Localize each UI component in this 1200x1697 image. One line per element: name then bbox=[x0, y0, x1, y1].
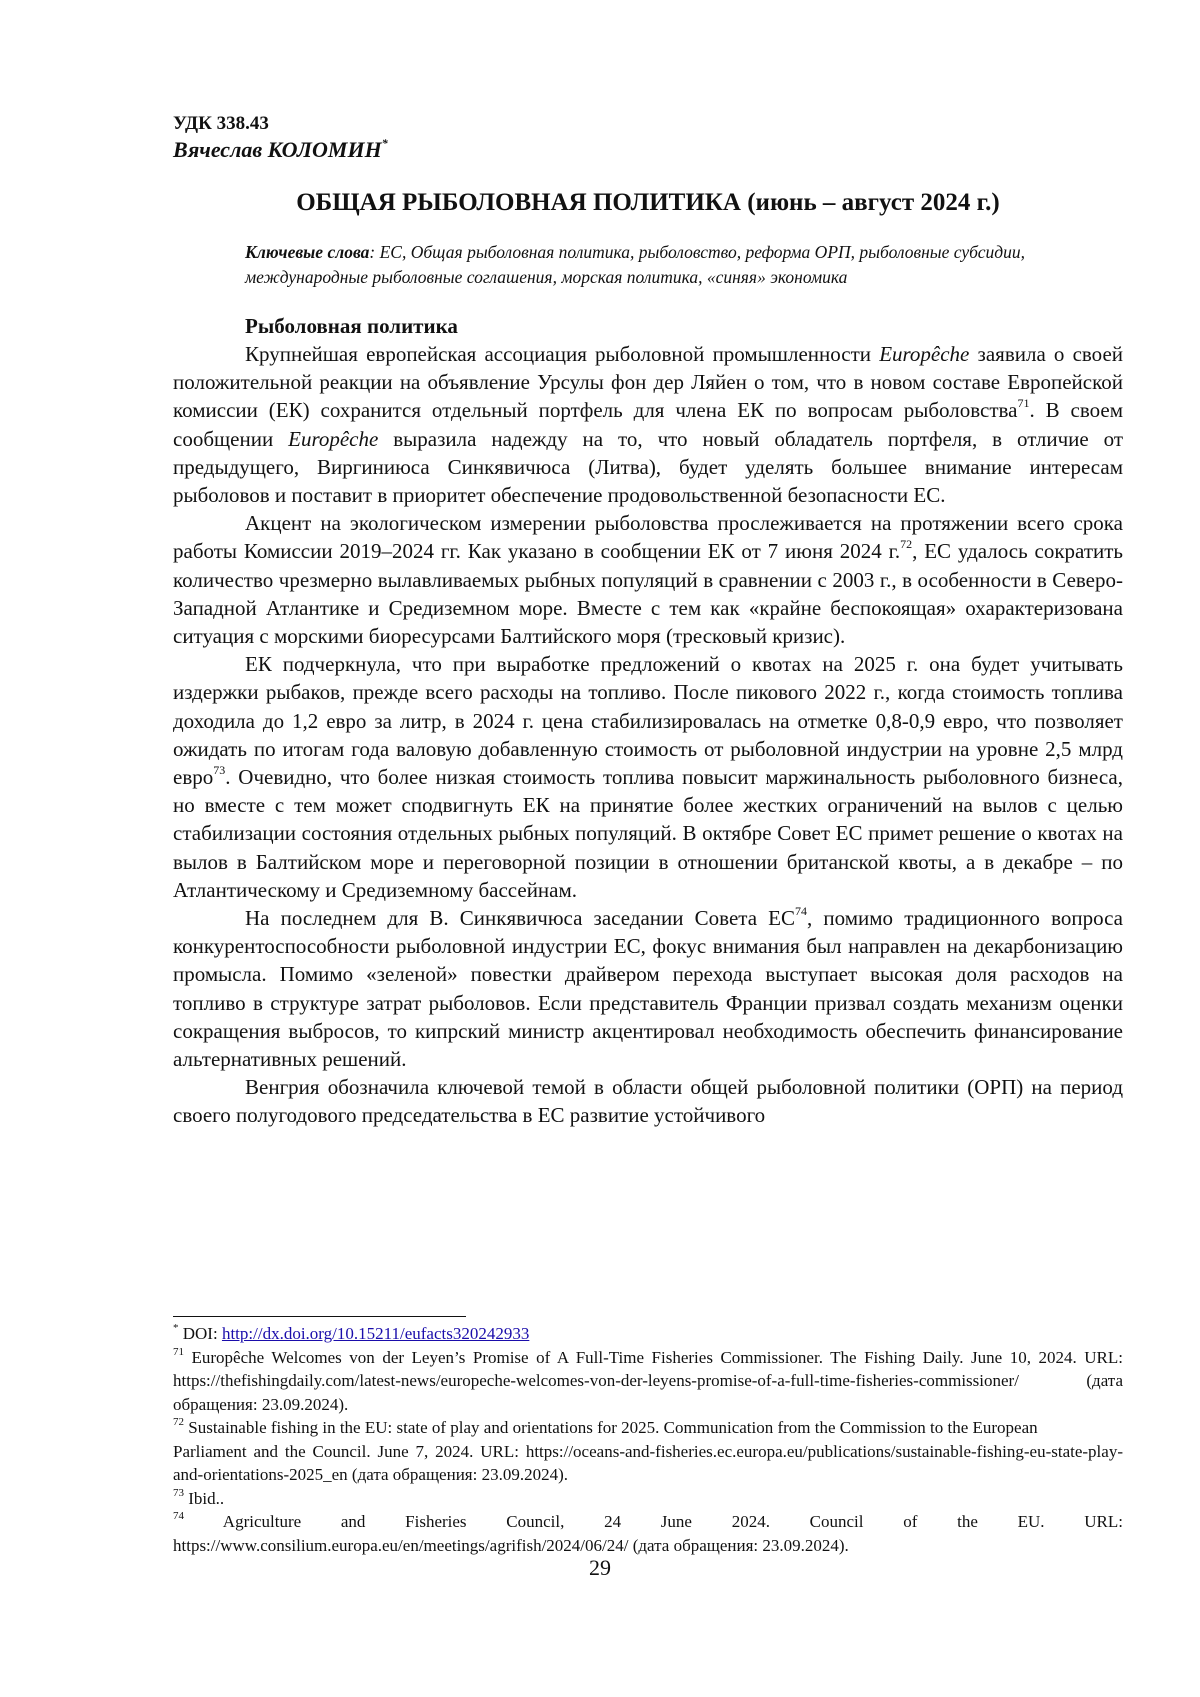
footnote-separator bbox=[173, 1316, 466, 1317]
footnote-74 bbox=[173, 1510, 1123, 1557]
author-name bbox=[173, 136, 1123, 164]
doi-link[interactable]: http://dx.doi.org/10.15211/eufacts320242933 bbox=[221, 1324, 530, 1343]
paragraph-2-part-b: , ЕС удалось сократить количество чрезмерно вылавливаемых рыбных популяций в сравнении с 2003 г., в особенности в Северо-Западной Атлантике и Средиземном море. Вместе с тем как «крайне беспокоящая» охарактеризована ситуация с морскими биоресурсами Балтийского моря (тресковый кризис). bbox=[173, 539, 1123, 649]
page-number: 29 bbox=[589, 1555, 611, 1580]
paragraph-1-part-f: выразила надежду на то, что новый обладатель портфеля, в отличие от предыдущего, Виргиниюса Синкявичюса (Литва), будет уделять большее внимание интересам рыболовов и поставит в приоритет обеспечение продовольственной безопасности ЕС. bbox=[173, 426, 1124, 508]
footnote-71 bbox=[173, 1346, 1123, 1417]
footnote-ref-73[interactable]: 73 bbox=[213, 763, 226, 778]
keywords-text: : ЕС, Общая рыболовная политика, рыболовство, реформа ОРП, рыболовные субсидии, международные рыболовные соглашения, морская политика, «синяя» экономика bbox=[245, 242, 1025, 287]
paragraph-3-part-b: . Очевидно, что более низкая стоимость топлива повысит маржинальность рыболовного бизнеса, но вместе с тем может сподвигнуть ЕК на принятие более жестких ограничений на вылов с целью стабилизации состояния отдельных рыбных популяций. В октябре Совет ЕС примет решение о квотах на вылов в Балтийском море и переговорной позиции в отношении британской квоты, а в декабре – по Атлантическому и Средиземному бассейнам. bbox=[173, 765, 1123, 902]
footnotes bbox=[173, 1322, 1123, 1557]
paragraph-2 bbox=[173, 509, 1123, 650]
section-heading: Рыболовная политика bbox=[245, 314, 458, 338]
footnote-73-text: Ibid.. bbox=[184, 1488, 225, 1508]
footnote-74-text: Agriculture and Fisheries Council, 24 June 2024. Council of the EU. URL: https://www.consilium.europa.eu/en/meetings/agrifish/2024/06/24/ (дата обращения: 23.09.2024). bbox=[173, 1512, 1123, 1555]
paragraph-1-part-c: заявила о своей положительной реакции на объявление Урсулы фон дер Ляйен о том, что в новом составе Европейской комиссии (ЕК) сохранится отдельный портфель для члена ЕК по вопросам рыболовства bbox=[173, 342, 1123, 423]
footnote-71-number: 71 bbox=[173, 1345, 184, 1358]
paragraph-5 bbox=[173, 1073, 1123, 1129]
footnote-73 bbox=[173, 1487, 1123, 1511]
footnote-ref-71[interactable]: 71 bbox=[1017, 396, 1030, 411]
paragraph-3-part-a: ЕК подчеркнула, что при выработке предложений о квотах на 2025 г. она будет учитывать издержки рыбаков, прежде всего расходы на топливо. После пикового 2022 г., когда стоимость топлива доходила до 1,2 евро за литр, в 2024 г. цена стабилизировалась на отметке 0,8-0,9 евро, что позволяет ожидать по итогам года валовую добавленную стоимость от рыболовной индустрии на уровне 2,5 млрд евро bbox=[173, 652, 1123, 790]
paragraph-2-part-a: Акцент на экологическом измерении рыболовства прослеживается на протяжении всего срока работы Комиссии 2019–2024 гг. Как указано в сообщении ЕК от 7 июня 2024 г. bbox=[173, 511, 1123, 564]
footnote-doi-mark: * bbox=[173, 1322, 179, 1335]
keywords-label: Ключевые слова bbox=[245, 242, 370, 262]
footnote-72-number: 72 bbox=[173, 1416, 184, 1429]
paragraph-5-text: Венгрия обозначила ключевой темой в области общей рыболовной политики (ОРП) на период своего полугодового председательства в ЕС развитие устойчивого bbox=[173, 1075, 1123, 1128]
keywords-block bbox=[245, 240, 1113, 290]
paragraph-1-part-a: Крупнейшая европейская ассоциация рыболовной промышленности bbox=[245, 342, 880, 366]
paragraph-4 bbox=[173, 904, 1123, 1073]
footnote-72-text-b: Parliament and the Council. June 7, 2024. URL: https://oceans-and-fisheries.ec.europa.eu/publications/sustainable-fishing-eu-state-play-and-orientations-2025_en (дата обращения: 23.09.2024). bbox=[173, 1441, 1123, 1484]
paragraph-4-part-a: На последнем для В. Синкявичюса заседании Совета ЕС bbox=[245, 906, 796, 931]
footnote-74-number: 74 bbox=[173, 1510, 184, 1523]
paragraph-4-part-b: , помимо традиционного вопроса конкурентоспособности рыболовной индустрии ЕС, фокус внимания был направлен на декарбонизацию промысла. Помимо «зеленой» повестки драйвером перехода выступает высокая доля расходов на топливо в структуре затрат рыболовов. Если представитель Франции призвал создать механизм оценки сокращения выбросов, то кипрский министр акцентировал необходимость обеспечить финансирование альтернативных решений. bbox=[173, 906, 1123, 1072]
footnote-doi bbox=[173, 1322, 1123, 1346]
article-title: ОБЩАЯ РЫБОЛОВНАЯ ПОЛИТИКА (июнь – август 2024 г.) bbox=[296, 189, 1000, 216]
author-footnote-mark: * bbox=[381, 135, 388, 150]
paragraph-1 bbox=[173, 340, 1123, 509]
udk-code: УДК 338.43 bbox=[173, 113, 269, 134]
footnote-72 bbox=[173, 1416, 1123, 1440]
footnote-73-number: 73 bbox=[173, 1486, 184, 1499]
footnote-72-text-a: Sustainable fishing in the EU: state of play and orientations for 2025. Communication from the Commission to the European bbox=[184, 1418, 1038, 1437]
author-text: Вячеслав КОЛОМИН bbox=[173, 137, 382, 162]
paragraph-1-europeche-1: Europêche bbox=[879, 342, 970, 366]
paragraph-1-europeche-2: Europêche bbox=[288, 426, 379, 451]
paragraph-3 bbox=[173, 650, 1123, 904]
footnote-71-text: Europêche Welcomes von der Leyen’s Promise of A Full-Time Fisheries Commissioner. The Fishing Daily. June 10, 2024. URL: https://thefishingdaily.com/latest-news/europeche-welcomes-von-der-leyens-promise-of-a-full-time-fisheries-commissioner/ (дата обращения: 23.09.2024). bbox=[173, 1347, 1123, 1414]
footnote-doi-label: DOI: bbox=[178, 1324, 222, 1343]
footnote-ref-72[interactable]: 72 bbox=[900, 537, 913, 552]
paragraph-1-part-d: . В своем сообщении bbox=[173, 398, 1123, 451]
footnote-72-continued bbox=[173, 1440, 1123, 1487]
page-body bbox=[173, 112, 1123, 1130]
footnote-ref-74[interactable]: 74 bbox=[795, 904, 808, 919]
